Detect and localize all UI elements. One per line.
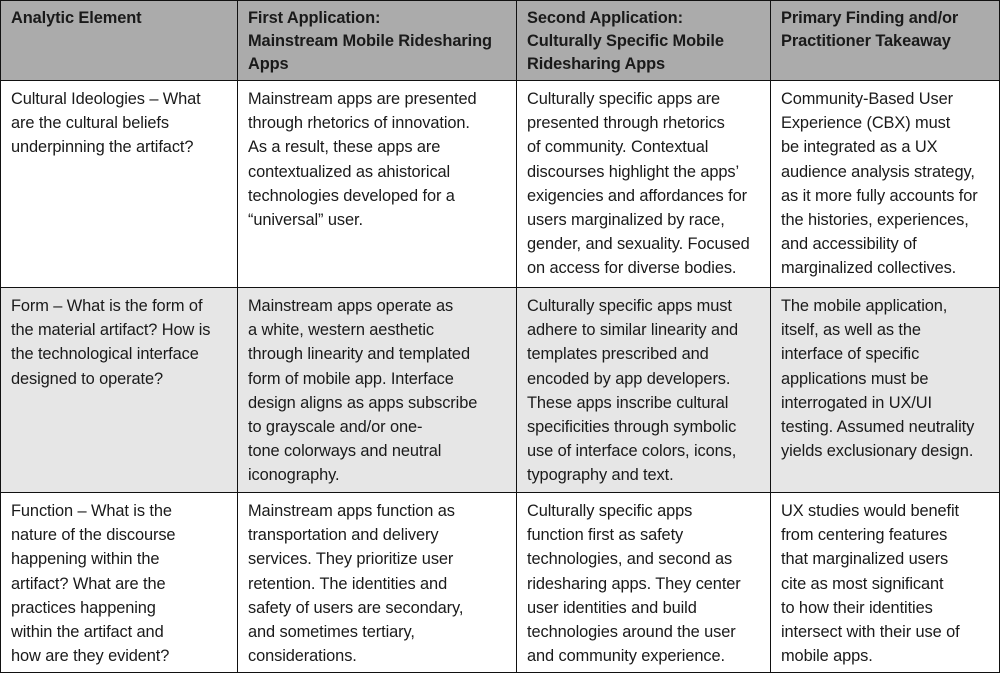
cell-line: marginalized collectives. [781,259,957,278]
cell-line: on access for diverse bodies. [527,259,737,278]
cell-line: tone colorways and neutral [248,442,442,461]
cell-line: a white, western aesthetic [248,321,434,340]
cell-line: practices happening [11,598,156,617]
cell-first-application [238,493,517,673]
cell-line: Culturally specific apps must [527,297,732,315]
header-line: Apps [248,55,289,73]
cell-line: the material artifact? How is [11,321,211,340]
cell-line: are the cultural beliefs [11,114,169,133]
cell-line: UX studies would benefit [781,502,960,520]
table-row-function [1,493,1000,673]
cell-second-application [517,81,771,288]
cell-line: Mainstream apps function as [248,502,455,520]
cell-line: and sometimes tertiary, [248,623,415,642]
cell-second-application [517,493,771,673]
cell-line: gender, and sexuality. Focused [527,235,750,254]
cell-line: “universal” user. [248,211,363,230]
cell-line: services. They prioritize user [248,550,454,569]
cell-first-application [238,81,517,288]
cell-line: artifact? What are the [11,574,166,593]
cell-line: Culturally specific apps [527,502,693,520]
cell-first-application [238,288,517,493]
cell-line: and accessibility of [781,235,917,254]
cell-line: exigencies and affordances for [527,186,747,205]
cell-line: the technological interface [11,345,199,364]
cell-line: that marginalized users [781,550,949,569]
cell-line: interface of specific [781,345,920,364]
cell-line: Culturally specific apps are [527,90,721,108]
header-analytic-element [1,1,238,81]
cell-line: considerations. [248,647,357,666]
header-line: Practitioner Takeaway [781,32,951,50]
cell-line: interrogated in UX/UI [781,393,932,412]
cell-line: be integrated as a UX [781,138,938,157]
cell-line: specificities through symbolic [527,418,737,437]
cell-line: through linearity and templated [248,345,470,364]
cell-second-application [517,288,771,493]
cell-line: cite as most significant [781,574,944,593]
cell-line: intersect with their use of [781,623,960,642]
cell-line: transportation and delivery [248,526,439,545]
cell-line: templates prescribed and [527,345,709,364]
header-line: Culturally Specific Mobile [527,32,724,50]
cell-line: itself, as well as the [781,321,921,340]
cell-line: how are they evident? [11,647,170,666]
cell-line: ridesharing apps. They center [527,574,741,593]
cell-primary-finding [771,288,1000,493]
cell-line: discourses highlight the apps’ [527,162,740,181]
cell-line: within the artifact and [11,623,164,642]
cell-line: retention. The identities and [248,574,448,593]
table-row-cultural-ideologies [1,81,1000,288]
header-primary-finding [771,1,1000,81]
cell-line: technologies developed for a [248,186,455,205]
header-line: Second Application: [527,9,683,27]
cell-line: audience analysis strategy, [781,162,975,181]
cell-line: adhere to similar linearity and [527,321,738,340]
cell-line: applications must be [781,369,929,388]
cell-line: use of interface colors, icons, [527,442,737,461]
cell-line: from centering features [781,526,948,545]
cell-line: Form – What is the form of [11,297,203,315]
cell-line: The mobile application, [781,297,948,315]
cell-line: design aligns as apps subscribe [248,393,478,412]
cell-line: through rhetorics of innovation. [248,114,470,133]
cell-line: user identities and build [527,598,697,617]
header-line: Analytic Element [11,9,142,27]
cell-line: Mainstream apps are presented [248,90,477,108]
header-line: Mainstream Mobile Ridesharing [248,32,492,50]
cell-line: iconography. [248,466,340,485]
cell-line: typography and text. [527,466,674,485]
header-line: First Application: [248,9,381,27]
cell-line: technologies, and second as [527,550,733,569]
cell-line: Experience (CBX) must [781,114,951,133]
cell-analytic-element [1,493,238,673]
header-second-application [517,1,771,81]
cell-line: function first as safety [527,526,684,545]
cell-line: underpinning the artifact? [11,138,194,157]
header-first-application [238,1,517,81]
cell-line: testing. Assumed neutrality [781,418,975,437]
cell-analytic-element [1,81,238,288]
cell-line: Mainstream apps operate as [248,297,454,315]
cell-primary-finding [771,81,1000,288]
cell-line: yields exclusionary design. [781,442,974,461]
cell-line: Function – What is the [11,502,172,520]
header-line: Ridesharing Apps [527,55,666,73]
cell-line: presented through rhetorics [527,114,725,133]
cell-line: of community. Contextual [527,138,709,157]
cell-line: contextualized as ahistorical [248,162,451,181]
cell-line: These apps inscribe cultural [527,393,729,412]
cell-line: nature of the discourse [11,526,176,545]
header-row [1,1,1000,81]
cell-line: to how their identities [781,598,933,617]
cell-primary-finding [771,493,1000,673]
cell-line: users marginalized by race, [527,211,725,230]
cell-line: Cultural Ideologies – What [11,90,201,108]
table-row-form [1,288,1000,493]
cell-line: safety of users are secondary, [248,598,464,617]
cell-line: as it more fully accounts for [781,186,978,205]
cell-line: Community-Based User [781,90,953,108]
header-line: Primary Finding and/or [781,9,959,27]
cell-line: encoded by app developers. [527,369,731,388]
cell-line: mobile apps. [781,647,873,666]
cell-line: to grayscale and/or one- [248,418,423,437]
cell-line: and community experience. [527,647,725,666]
cell-line: happening within the [11,550,160,569]
cell-line: designed to operate? [11,369,164,388]
cell-line: technologies around the user [527,623,736,642]
cell-analytic-element [1,288,238,493]
cell-line: form of mobile app. Interface [248,369,454,388]
cell-line: As a result, these apps are [248,138,441,157]
cell-line: the histories, experiences, [781,211,969,230]
